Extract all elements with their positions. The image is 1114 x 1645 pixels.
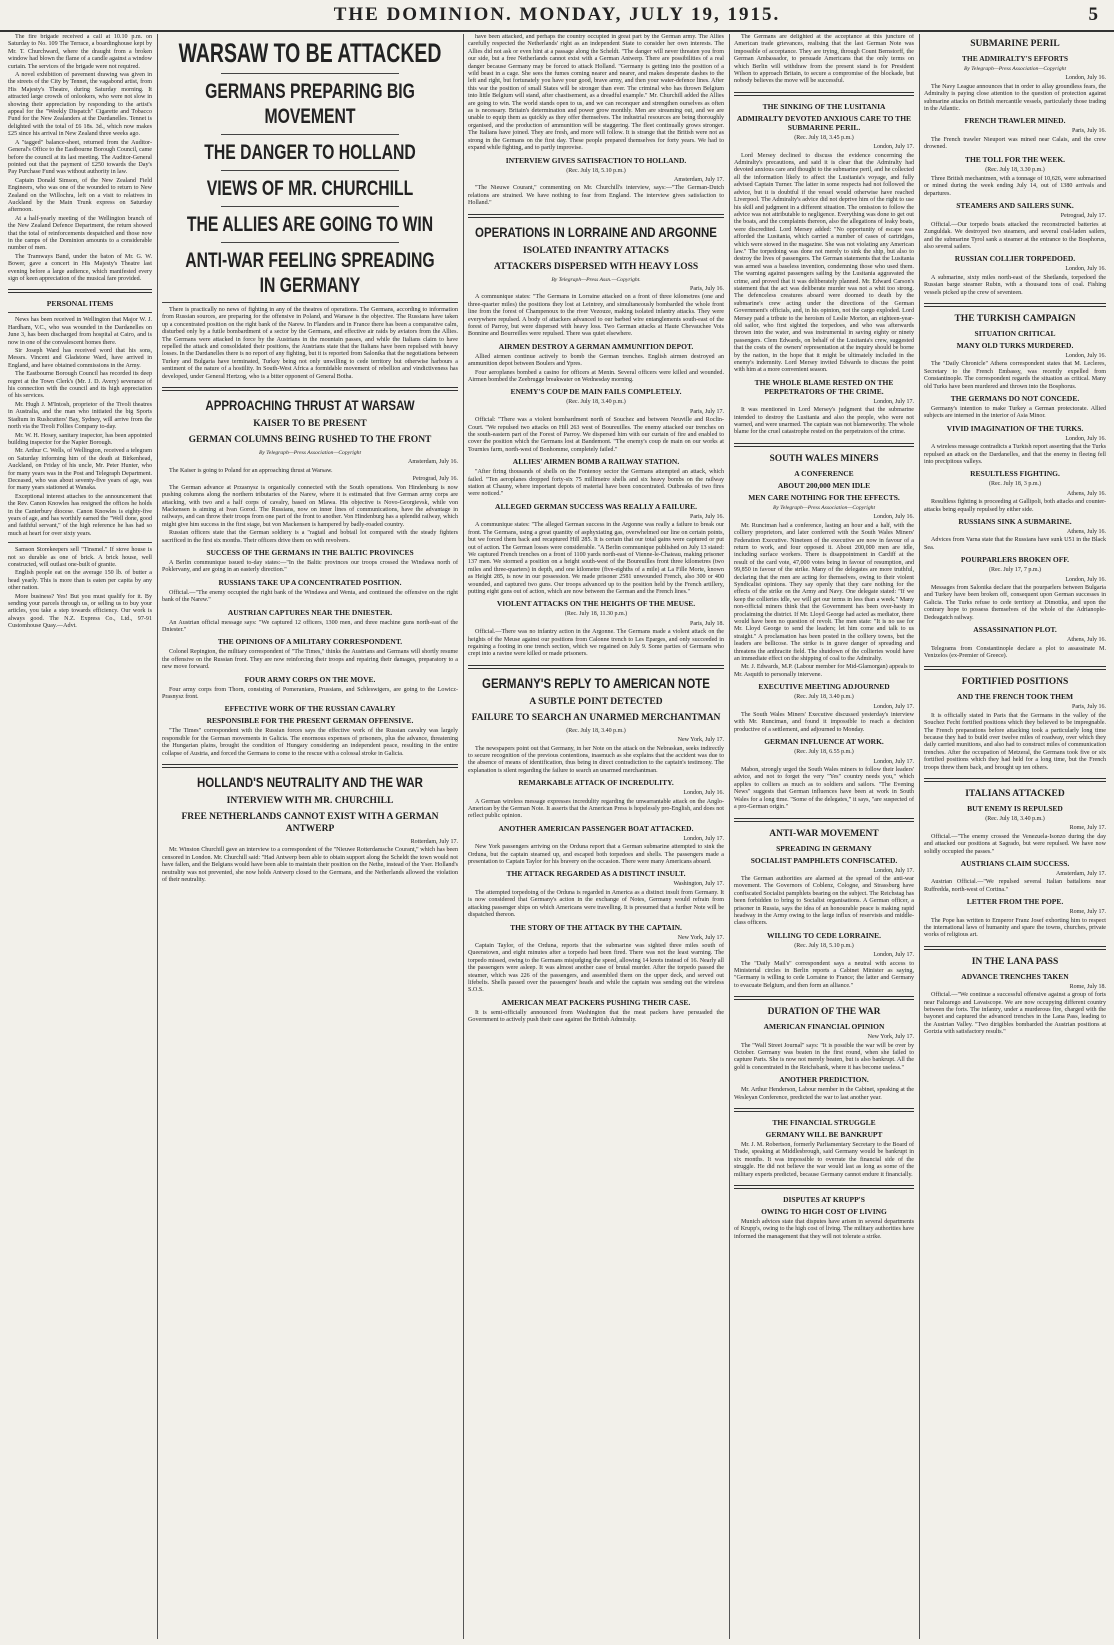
dateline: Amsterdam, July 17. [674,176,724,183]
article-paragraph: Official.—"The enemy occupied the right bank of the Windawa and Wenta, and continued the offensive on the right bank of the Narew." [162,589,458,604]
subheading: RESPONSIBLE FOR THE PRESENT GERMAN OFFENSIVE. [206,716,414,726]
article-paragraph: Captain Taylor, of the Orduna, reports that the submarine was sighted three miles south of Queenstown, and eight minutes after a torpedo had been fired. There was not the least warning. The torpedo missed, owing to the Germans misjudging the speed, allowing 14 knots instead of 16. Nearly all the passengers were asleep. It was almost another case of brutal murder. After the torpedo passed the steamer, which was 226 of the passengers, and assembled them on the upper deck, and served out lifebelts. Shells passed over the passengers' heads and while the captain was sending out the wireless S.O.S. [468,942,724,994]
dateline: New York, July 17. [677,934,724,941]
dateline: New York, July 17. [867,1034,914,1041]
subheadline: MEN CARE NOTHING FOR THE EFFECTS. [748,492,900,502]
dateline: Amsterdam, July 17. [1056,871,1106,877]
article-paragraph: A wireless message contradicts a Turkish report asserting that the Turks repulsed an attack on the Dardanelles, and that the enemy in fleeing fell into precipitous valleys. [924,444,1106,465]
article-paragraph: The "Daily Chronicle" Athens correspondent states that M. Lecleres, Secretary to the French Embassy, was recently expelled from Constantinople. The correspondent regards the situation as critical. Many old Turks have been murdered and thrown into the Bosphorus. [924,361,1106,390]
advert-text: English people eat on the average 150 lb. of butter a head yearly. This is more than is eaten per capita by any other nation. [8,570,152,592]
headline: APPROACHING THRUST AT WARSAW [205,397,415,414]
article-paragraph: Messages from Salonika declare that the pourparlers between Bulgaria and Turkey have been broken off, consequent upon German successes in Galicia. The Turks refuse to cede territory at Dimotika, and upon the contrary hope to possess themselves of the whole of the Adrianople-Dedeagatch railway. [924,585,1106,621]
received-line: (Rec. July 17, 7 p.m.) [989,567,1041,574]
subheadline: SITUATION CRITICAL [974,328,1056,338]
article-paragraph: Advices from Varna state that the Russians have sunk U51 in the Black Sea. [924,537,1106,551]
subheading: FRENCH TRAWLER MINED. [964,116,1066,126]
headline: THE SINKING OF THE LUSITANIA [762,101,886,111]
subheadline: GERMAN COLUMNS BEING RUSHED TO THE FRONT [188,435,432,446]
subheading: ASSASSINATION PLOT. [973,625,1057,635]
divider [924,778,1106,782]
divider [734,996,914,1000]
dateline: London, July 16. [683,790,724,797]
column-4 [734,34,914,1639]
subheading: FOUR ARMY CORPS ON THE MOVE. [244,674,376,684]
dateline: Rome, July 18. [1069,983,1106,990]
article-paragraph: Munich advices state that disputes have arisen in several departments of Krupp's, owing to the high cost of living. The military authorities have informed the management that they will not tolerate a strike. [734,1219,914,1240]
divider [924,946,1106,950]
headline: FORTIFIED POSITIONS [961,677,1069,688]
divider [221,73,399,74]
subheadline: SPREADING IN GERMANY [776,843,872,853]
divider [734,1185,914,1189]
divider [734,443,914,447]
subheading: THE STORY OF THE ATTACK BY THE CAPTAIN. [510,922,682,932]
subheading: REMARKABLE ATTACK OF INCREDULITY. [518,778,674,788]
article-paragraph: Official.—There was no infantry action in the Argonne. The Germans made a violent attack on the heights of the Meuse against our positions from Calonne trench to Les Eparges, and only succeeded in regaining a footing in one trench section, which we regained on July 9. Some parties of Germans who crept into a ravine were killed or made prisoners. [468,629,724,658]
article-paragraph: There is practically no news of fighting in any of the theatres of operations. The Germans, according to information from Russian sources, are preparing for the offensive in Poland, and Warsaw is the objective. The Russians have taken up a concentrated position on the right bank of the Narew. In Flanders and in France there has been a comparative calm, disturbed only by a futile bombardment of a sector by the Germans, and effective air raids by aviators from the Allies. The Germans were attacked in force by the Austrians in the mountain passes, and while the Italians claim to have repelled the attack and consolidated their positions, the Austrians state that the Italians have been repulsed with heavy losses. In the Dardanelles there is no report of any fighting, but it is reported from Salonika that the negotiations between Turkey and Bulgaria have terminated, Turkey being not only unwilling to cede territory but otherwise harbours a sentiment of the nature of a hostility. In South-West Africa a formidable movement of rebellion and vindictiveness has developed, under General Hertzog, who is a bitter opponent of General Botha. [162,307,458,380]
advert-text: More business? Yes! But you must qualify for it. By sending your parcels through us, or selling us to buy your articles, you take a step towards efficiency. Our work is always good. The N.Z. Express Co., Ltd., 97-91 Customhouse Quay.—Advt. [8,593,152,630]
headline: IN THE LANA PASS [971,956,1059,967]
divider [162,302,458,303]
subheading: ANOTHER AMERICAN PASSENGER BOAT ATTACKED. [498,823,694,833]
headline: THE ALLIES ARE GOING TO WIN [186,213,434,236]
subheading: AIRMEN DESTROY A GERMAN AMMUNITION DEPOT. [498,341,694,351]
divider [734,1108,914,1112]
subheadline: BUT ENEMY IS REPULSED [967,803,1063,813]
advert-text: Samson Storekeepers sell "Tinsmel." If stove house is not so durable as one of brick. A brick house, well constructed, will outlast one-built of granite. [8,547,152,568]
dateline: Paris, July 16. [1071,128,1106,135]
article-paragraph: "The Nieuwe Courant," commenting on Mr. Churchill's interview, says:—"The German-Dutch relations are strained. We have nothing to fear from England. The interview gives satisfaction to Holland." [468,185,724,207]
dateline: Petrograd, July 17. [1060,213,1106,220]
dateline: London, July 16. [873,514,914,521]
headline: VIEWS OF MR. CHURCHILL [206,177,414,200]
article-paragraph: Telegrams from Constantinople declare a plot to assassinate M. Venizelos (ex-Premier of Greece). [924,645,1106,659]
subheading: POURPARLERS BROKEN OFF. [960,555,1070,565]
headline: THE FINANCIAL STRUGGLE [772,1118,876,1128]
headline: SOUTH WALES MINERS [769,453,879,464]
column-rule [919,34,920,1639]
received-line: (Rec. July 18, 5.10 p.m.) [566,167,626,174]
subheadline: THE ADMIRALTY'S EFFORTS [961,54,1069,63]
article-paragraph: A German wireless message expresses incredulity regarding the unwarrantable attack on the Anglo-American by the German Note. It asserts that the American Press is hopelessly pro-English, and does not reflect public opinion. [468,798,724,820]
column-rule [729,34,730,1639]
article-paragraph: A communique states: "The Germans in Lorraine attacked on a front of three kilometres (one and three-quarter miles) the positions they lost at Leintrey, and simultaneously bombarded the whole front line from the forest of Champenoux to the river Vezouze, making isolated infantry attacks. They were everywhere repulsed. A body of attackers advanced to our barbed wire entanglements south-east of the forest of Parroy, but were dispersed with heavy loss. Two German attacks at Haute Chevauchee Vois Bonnine and Bourreilles were repulsed. There was quiet elsewhere. [468,294,724,338]
subheading: ADMIRALTY DEVOTED ANXIOUS CARE TO THE SUBMARINE PERIL. [736,113,912,132]
subheading: EFFECTIVE WORK OF THE RUSSIAN CAVALRY [224,704,396,714]
divider [924,303,1106,307]
headline: OPERATIONS IN LORRAINE AND ARGONNE [475,223,717,240]
subheading: THE TOLL FOR THE WEEK. [964,154,1066,164]
article-paragraph: It is semi-officially announced from Washington that the meat packers have persuaded the Government to actively push their case against the British Admiralty. [468,1009,724,1024]
subheading: LETTER FROM THE POPE. [966,897,1064,907]
subheading: AUSTRIAN CAPTURES NEAR THE DNIESTER. [227,607,393,617]
article-paragraph: The Germans are delighted at the acceptance at this juncture of American trade grievances, realising that the last German Note was impossible of acceptance. They are trying, through Count Bernstorff, the German Ambassador, to persuade Americans that the only terms on which Berlin will withdraw from the present stand is for President Wilson to approach Britain, to secure a compromise of the blockade, but nobody believes the move will be successful. [734,34,914,85]
article-paragraph: Exceptional interest attaches to the announcement that the Rev. Canon Knowles has resigned the offices he holds in the Canterbury diocese. Canon Knowles is eighty-five years of age, and has worthily earned the "Well done, good and faithful servant," of the high reference he has had so much at heart for over sixty years. [8,493,152,537]
dateline: London, July 16. [1065,352,1106,359]
divider [221,170,399,171]
received-line: (Rec. July 18, 3 p.m.) [989,481,1041,488]
divider [221,206,399,207]
subheading: VIOLENT ATTACKS ON THE HEIGHTS OF THE MEUSE. [496,599,696,609]
byline: By Telegraph—Press Association—Copyright [963,66,1067,72]
article-paragraph: The Navy League announces that in order to allay groundless fears, the Admiralty is paying close attention to the question of protection against submarine attacks on British mercantile vessels, particularly those trading in the Atlantic. [924,83,1106,113]
article-paragraph: The attempted torpedoing of the Orduna is regarded in America as a distinct insult from Germany. It is now considered that Germany's action in the exchange of Notes, Germany would refrain from attacking passenger ships on which Americans were travelling. It is presumed that a further Note will be dispatched thereon. [468,889,724,919]
dateline: Washington, July 17. [673,881,724,888]
headline: DISPUTES AT KRUPP'S [783,1195,865,1205]
subheadline: ABOUT 200,000 MEN IDLE [777,480,871,490]
dateline: Paris, July 16. [689,285,724,292]
headline: ANTI-WAR FEELING SPREADING IN GERMANY [185,249,435,297]
subheading: ALLIES' AIRMEN BOMB A RAILWAY STATION. [512,457,680,467]
article-paragraph: Mr. W. H. Hosey, sanitary inspector, has been appointed building inspector for the Napier Borough. [8,432,152,446]
article-paragraph: The Tramways Band, under the baton of Mr. G. W. Bower, gave a concert in His Majesty's Theatre last evening before a large audience, which manifested every sign of keen appreciation of the musical fare provided. [8,253,152,282]
article-paragraph: A "tagged" balance-sheet, returned from the Auditor-General's Office to the Eastbourne Borough Council, came before the council at its last meeting. The Auditor-General pointed out that the payment of £250 towards the Day's Pay Purchase Fund was without authority in law. [8,139,152,176]
subheadline: A SUBTLE POINT DETECTED [529,696,663,707]
divider [924,666,1106,670]
subheading: RUSSIANS SINK A SUBMARINE. [958,517,1072,527]
article-paragraph: The "Daily Mail's" correspondent says a neutral with access to Ministerial circles in Berlin reports a Cabinet Minister as saying, "Germany is willing to cede Lorraine to France; the latter and Germany to evacuate Belgium, and then form an alliance." [734,960,914,989]
received-line: (Rec. July 18, 3.40 p.m.) [794,694,854,701]
column-1 [8,34,152,1639]
dateline: London, July 17. [873,952,914,959]
dateline: Paris, July 16. [1071,704,1106,711]
article-paragraph: The Eastbourne Borough Council has recorded its deep regret at the Town Clerk's (Mr. J. D. Avery) severance of his connection with the council and its high appreciation of his services. [8,371,152,400]
divider [162,387,458,391]
dateline: London, July 16. [1065,435,1106,442]
article-paragraph: Mr. Hugh J. M'Intosh, proprietor of the Tivoli theatres in Australia, and the man who initiated the big Sports Stadium in Rushcutters' Bay, Sydney, will arrive from the north via the Tivoli Follies Company to-day. [8,401,152,431]
article-paragraph: Mr. Arthur Henderson, Labour member in the Cabinet, speaking at the Wesleyan Conference, predicted the war to last another year. [734,1087,914,1101]
article-paragraph: "The Times" correspondent with the Russian forces says the effective work of the Russian cavalry was largely responsible for the German movements in Galicia. The enormous expenses of prisoners, plus the advance, threatening the Hungarian plains, brought the condition of Hungary considering an independent peace, resulting in the entire collapse of Austria, and forced the Germans to come to the rescue with a colossal stroke in Galicia. [162,728,458,757]
article-paragraph: Mr. J. M. Robertson, formerly Parliamentary Secretary to the Board of Trade, speaking at Middlesbrough, said Germany would be bankrupt in six months. It was impossible to overrate the financial side of the struggle. He did not believe the war would last as long as some of the military experts predicted, because Germany cannot endure it financially. [734,1142,914,1178]
article-paragraph: Colonel Repington, the military correspondent of "The Times," thinks the Austrians and Germans will shortly resume the offensive on the Russian front. They are now reinforcing their troops and repairing their damages, preparatory to a new move forward. [162,649,458,671]
subheading: GERMAN INFLUENCE AT WORK. [764,737,884,747]
divider [8,312,152,313]
main-headline: WARSAW TO BE ATTACKED [178,38,442,68]
article-paragraph: Official: "There was a violent bombardment north of Souchez and between Neuville and Roclin-Court. "We repulsed two attacks on Hill 263 west of Boureuilles. The enemy attacked our trenches on the south-eastern part of the Forest of Parroy. We dispersed him with our curtain of fire and enabled to cover the position which the Germans lost at Bandemont. "The enemy's coup de main on our works at Tournies farm, north-west of Bonhomme, completely failed." [468,417,724,453]
byline: By Telegraph—Press Association—Copyright [772,504,876,511]
subheading: INTERVIEW GIVES SATISFACTION TO HOLLAND. [505,155,687,165]
dateline: Rotterdam, July 17. [410,839,458,846]
article-paragraph: It is officially stated in Paris that the Germans in the valley of the Souchez Fecht fortified positions which they believed to be impregnable. The French preparations before attacking took a particularly long time because they had to build over twelve miles of roadway, over which they daily carried munitions, and also had to construct miles of communication trenches. After the occupation of Metzeral, the Germans took five or six fortified positions which they had held for a long time, but the French troops threw them back, and brought up ten others. [924,712,1106,771]
divider [734,818,914,822]
subheadline: A CONFERENCE [794,468,854,478]
subheadline: ATTACKERS DISPERSED WITH HEAVY LOSS [493,261,699,272]
dateline: Athens, July 16. [1067,529,1106,536]
headline: THE DANGER TO HOLLAND [204,141,416,164]
subheadline: MANY OLD TURKS MURDERED. [956,340,1074,350]
subheadline: AMERICAN FINANCIAL OPINION [763,1022,885,1032]
subheadline: KAISER TO BE PRESENT [253,419,367,430]
divider [8,542,152,543]
article-paragraph: The South Wales Miners' Executive discussed yesterday's interview with Mr. Runciman, and found it impossible to reach a decision productive of a settlement, and adjourned to Monday. [734,712,914,733]
article-paragraph: It was mentioned in Lord Mersey's judgment that the submarine intended to destroy the Lusitania and also the people, who were not warned, and were unarmed. The captain was not blameworthy. The whole blame for the cruel catastrophe rested on the perpetrators of the crime. [734,407,914,436]
subheading: ANOTHER PREDICTION. [779,1075,869,1085]
article-paragraph: Mr. Winston Churchill gave an interview to a correspondent of the "Nieuwe Rotterdamsche Courant," which has been censored in London. Mr. Churchill said: "Had Antwerp been able to obtain support along the Scheldt the town would not have fallen, and the Belgians would have been able to maintain their position on the Nethe, instead of the Yser. Holland's neutrality was not prevented, she now holds Antwerp closed to the Germans, and the Netherlands allowed the violation of their neutrality. [162,847,458,884]
divider [162,764,458,768]
divider [468,214,724,218]
headline: ANTI-WAR MOVEMENT [769,828,879,839]
subheadline: INTERVIEW WITH MR. CHURCHILL [226,796,394,807]
subheading: ALLEGED GERMAN SUCCESS WAS REALLY A FAILURE. [495,501,697,511]
column-rule [157,34,158,1639]
dateline: London, July 16. [1065,75,1106,82]
article-paragraph: A communique states: "The alleged German success in the Argonne was really a failure to break our front. The Germans, using a great quantity of asphyxiating gas, overwhelmed our line on certain points, but we forced them back and recaptured Hill 285. It is certain that our total gains were captured or put out of action. The German losses were considerable. "A Berlin communique published on July 13 stated: We captured French trenches on a front of 1100 yards north-east of Vienne-le-Chateau, making prisoner 137 men. We stormed a position on a height south-west of the Boureuilles front three kilometres (two miles and three-quarters) in depth, and one kilometre (five-eighths of a mile) at La Fille Morte, known as Height 285, is now in our possession. We made prisoner 2581 unwounded French, also 300 or 400 wounded, and captured two guns. Our troops advanced up to the position held by the French artillery, putting eight guns out of action, which are now between the German and the French lines." [468,522,724,595]
dateline: Paris, July 17. [689,408,724,415]
dateline: London, July 17. [873,867,914,874]
dateline: London, July 16. [1065,576,1106,583]
subheading: THE ATTACK REGARDED AS A DISTINCT INSULT. [506,869,686,879]
dateline: New York, July 17. [677,737,724,744]
received-line: (Rec. July 18, 3.45 p.m.) [794,134,854,141]
headline: GERMANY'S REPLY TO AMERICAN NOTE [482,674,710,691]
article-paragraph: At a half-yearly meeting of the Wellington branch of the New Zealand Defence Department, the return showed that the total of reinforcements despatched and those now in the camps of the Dominion amounts to a considerable number of men. [8,215,152,252]
article-paragraph: Lord Mersey declined to discuss the evidence concerning the Admiralty's precautions, and said it is clear that the Admiralty had devoted anxious care and thought to the submarine peril, and he collected all the information likely to affect the Lusitania's voyage, and fully advised Captain Turner. The latter in some respects had not followed the advice, but it is doubtful if the vessel would otherwise have reached Liverpool. The Admiralty's advice did not deprive him of the right to use his skill and judgment in a different situation. The omission to follow the advice was not attributable to negligence. Everything was done to get out the boats, and the complaints thereon, also the allegations of leaky boats, were discredited. Lord Mersey added: "No opportunity of escape was afforded the Lusitania, which carried a number of cases of cartridges, which were stowed in the magazine. She was not violating any American law." The torpedoing was done not merely to sink the ship, but also to destroy the lives of passengers. The German statements that the Lusitania was armed was a baseless invention, condemning those who used them. The warning against passengers sailing by the Lusitania aggravated the crime, and proved that it was deliberately planned. Mr. Edward Carson's statement that the act was deliberate murder was not a whit too strong. The defenceless creatures aboard were doomed to death by the submarine's crew acting under the directions of the German Government's officials, and, in his opinion, not the cargo exploded. Lord Mersey paid a tribute to the heroism of Leslie Morton, an eighteen-year-old sailor, who first sighted the torpedoes, and who was afterwards thrown into the water, and was instrumental in saving eighty or ninety passengers. Clem Edwards, on behalf of the Lusitania's crew, suggested that the costs of the owners' representation at the inquiry should be borne by the nation, in the hope that it might be ultimately included in the enemy's indemnity. Lord Mersey invited Edwards to discuss the point with him at a more convenient season. [734,152,914,374]
article-paragraph: New York passengers arriving on the Orduna report that a German submarine attempted to sink the Orduna, but the captain steamed up, and escaped both torpedoes and shells. The passengers made a presentation to Captain Taylor for his bravery on the occasion. There were many Americans aboard. [468,844,724,866]
subheading: WILLING TO CEDE LORRAINE. [767,930,881,940]
dateline: Paris, July 16. [689,513,724,520]
subheading: AUSTRIANS CLAIM SUCCESS. [960,859,1070,868]
article-paragraph: The Pope has written to Emperor Franz Josef exhorting him to respect the international laws of humanity and spare the towns, churches, private works of religious art. [924,917,1106,939]
dateline: Rome, July 17. [1069,909,1106,916]
subheadline: GERMANY WILL BE BANKRUPT [765,1130,883,1140]
article-paragraph: The "Wall Street Journal" says: "It is possible the war will be over by October. Germany was beaten in the first round, when she failed to capture Paris. She is now not merely beaten, but is also bankrupt. All the gold is concentrated in the Reichsbank, where it has become useless." [734,1042,914,1071]
subheading: AMERICAN MEAT PACKERS PUSHING THEIR CASE. [501,997,691,1007]
article-paragraph: Four aeroplanes bombed a casino for officers at Menin. Several officers were killed and wounded. Airmen bombed the Zeebrugge breakwater on Wednesday morning. [468,369,724,383]
subheadline: FREE NETHERLANDS CANNOT EXIST WITH A GERMAN ANTWERP [181,812,439,835]
received-line: (Rec. July 18, 11.30 p.m.) [564,611,628,618]
subheadline: FAILURE TO SEARCH AN UNARMED MERCHANTMAN [471,712,721,723]
article-paragraph: Sir Joseph Ward has received word that his sons, Messrs. Vincent and Gladstone Ward, have arrived in England, and have obtained commissions in the Army. [8,348,152,369]
received-line: (Rec. July 18, 3.40 p.m.) [566,727,626,734]
article-paragraph: A submarine, sixty miles north-east of the Shetlands, torpedoed the Russian barge steamer Rubin, with a thousand tons of coal. Fishing vessels picked up the crew of seventeen. [924,274,1106,296]
divider [468,665,724,669]
byline: By Telegraph—Press Association—Copyright [258,450,362,457]
headline: GERMANS PREPARING BIG MOVEMENT [205,80,415,128]
article-paragraph: "After firing thousands of shells on the Fontenoy sector the Germans attempted an attack, which failed. "Ten aeroplanes dropped forty-six 75 millimetre shells and six heavy bombs on the railway station at Chauny, where important depots of material have been concentrated. Outbreaks of two fires were noticed." [468,469,724,498]
dateline: Paris, July 18. [689,620,724,627]
subheading: RUSSIAN COLLIER TORPEDOED. [954,254,1076,264]
article-paragraph: A novel exhibition of pavement drawing was given in the streets of the City by Tennet, the vagabond artist, from His Majesty's Theatre, during Saturday morning. It attracted large crowds of onlookers, who were not slow in showing their appreciation by responding to the artist's appeal for the "Weekly Dispatch" Cigarette and Tobacco Fund for the New Zealanders at the Dardanelles. Tennet is delighted with the total of £6 18s. 3d., which now makes £25 since his arrival in New Zealand three weeks ago. [8,72,152,138]
masthead [0,0,1114,32]
dateline: Amsterdam, July 16. [408,459,458,466]
received-line: (Rec. July 18, 3.30 p.m.) [985,166,1045,173]
article-paragraph: The newspapers point out that Germany, in her Note on the attack on the Nebraskan, seeks indirectly to secure recognition of the previous contentions, inasmuch as she explains that the accident was due to the absence of means of identification, thus being in direct contradiction to the captain's testimony. The explanation is silent regarding the failure to search an unarmed merchantman. [468,745,724,774]
dateline: London, July 17. [873,398,914,405]
received-line: (Rec. July 18, 5.10 p.m.) [794,942,854,949]
article-paragraph: Four army corps from Thorn, consisting of Pomeranians, Prussians, and Schleswigers, are going to the Lowicz-Prasnysz front. [162,686,458,700]
column-5 [924,34,1106,1639]
page-number: 5 [1088,4,1098,25]
subheading: THE GERMANS DO NOT CONCEDE. [950,393,1080,403]
subheading: THE OPINIONS OF A MILITARY CORRESPONDENT. [217,637,403,647]
subheading: VIVID IMAGINATION OF THE TURKS. [946,423,1084,433]
article-paragraph: Russian officers state that the German soldiery is a "ragtail and bobtail lot compared with the steady fighters sacrificed in the first six months. Their officers drive them on with revolvers. [162,530,458,544]
article-paragraph: Mr. Arthur C. Wells, of Wellington, received a telegram on Saturday informing him of the death at Birkenhead, Auckland, on Friday of his uncle, Mr. Peter Hunter, who for many years was in the Post and Telegraph Department. Deceased, who was about seventy-five years of age, was for many years stationed at Wanaka. [8,448,152,492]
headline: DURATION OF THE WAR [767,1007,881,1018]
dateline: London, July 16. [1065,266,1106,273]
subheadline: ISOLATED INFANTRY ATTACKS [523,245,669,256]
article-paragraph: Captain Donald Simson, of the New Zealand Field Engineers, who was one of the wounded to return to New Zealand on the Willochra, left on a visit to relatives in Auckland by the Main Trunk express on Saturday afternoon. [8,177,152,214]
received-line: (Rec. July 18, 6.55 p.m.) [794,749,854,756]
dateline: Rome, July 17. [1069,825,1106,832]
article-paragraph: An Austrian official message says: "We captured 12 officers, 1300 men, and three machine guns north-east of the Dniester." [162,619,458,633]
article-paragraph: Resultless fighting is proceeding at Gallipoli, both attacks and counter-attacks being equally repulsed by either side. [924,499,1106,513]
dateline: Athens, July 16. [1067,490,1106,497]
article-paragraph: Three British mechantmen, with a tonnage of 10,626, were submarined or mined during the week ending July 14, out of 1380 arrivals and departures. [924,176,1106,197]
article-paragraph: Official.—"We continue a successful offensive against a group of forts near Falzarego and Lavaiscope. We are now occupying different country between the forts. The infantry, under a murderous fire, charged with the bayonet and captured the advanced trenches in the Lana Pass, leading to the Austrian Valley. "Two dirigibles bombarded the Austrian positions at Gorizia with satisfactory results." [924,992,1106,1036]
article-paragraph: Official.—"The enemy crossed the Venezuela-Isonzo during the day and attacked our positions at Sagrado, but were repulsed. We have now solidly occupied the passes." [924,833,1106,855]
subheading: RUSSIANS TAKE UP A CONCENTRATED POSITION. [218,577,402,587]
subheading: SUCCESS OF THE GERMANS IN THE BALTIC PROVINCES [206,547,414,557]
article-paragraph: Germany's intention to make Turkey a German protectorate. Allied subjects are interned in the interior of Asia Minor. [924,405,1106,420]
column-rule [463,34,464,1639]
article-paragraph: have been attacked, and perhaps the country occupied in great part by the German army. The Allies carefully respected the Netherlands' right as an independent State to consider her own interests. The Allies did not ask or even hint at a passage along the Scheldt. "The danger will never threaten you from our side, but a free Netherlands cannot exist with a German Antwerp. There are possibilities of a real danger because Germany may be forced to attack Holland. "Germany is getting into the position of a wild beast in a cage. She sees the fumes coming nearer and nearer, and makes desperate dashes to the left and right, but fortunately you have your good, brave army, and then your water-defence lines. After this war the position of small States will be stronger than ever. The criminal who has thrown Belgium into little Belgium will stand, after chastisement, as a dreadful example." Mr. Churchill added the Allies are going to win. The world stands open to us, and we can reconquer and strengthen ourselves as often as is necessary. Britain's determination and power grow monthly. Men are streaming out, and we are unable to equip them as quickly as they offer themselves. The industrial resources are being thoroughly organised, and the production of ammunition will be staggering. The fleet continually grows stronger. The Italians have joined. They are fresh, and more will follow. It is strange that the British were not as strong in the Germans on the first day. These people prepared themselves for forty years. We had to expand while fighting, and to partly improvise. [468,34,724,152]
subheadline: OWING TO HIGH COST OF LIVING [761,1207,887,1217]
subheading: STEAMERS AND SAILERS SUNK. [956,201,1074,211]
article-paragraph: The Kaiser is going to Poland for an approaching thrust at Warsaw. [169,467,333,474]
divider [8,289,152,293]
section-heading: PERSONAL ITEMS [46,299,114,309]
column-3 [468,34,724,1639]
newspaper-title: THE DOMINION. MONDAY, JULY 19, 1915. [333,4,781,25]
dateline: London, July 17. [873,758,914,765]
article-paragraph: Mr. J. Edwards, M.P. (Labour member for Mid-Glamorgan) appeals to Mr. Asquith to personally intervene. [734,664,914,678]
article-paragraph: The French trawler Nieuport was mined near Calais, and the crew drowned. [924,136,1106,151]
dateline: London, July 17. [873,144,914,151]
article-paragraph: The fire brigade received a call at 10.10 p.m. on Saturday to No. 109 The Terrace, a boardinghouse kept by Mr. T. Churchward, where the draught from a broken window had blown the flame of a candle against a window curtain. The services of the brigade were not required. [8,34,152,70]
divider [221,242,399,243]
subheadline: SOCIALIST PAMPHLETS CONFISCATED. [750,855,898,865]
divider [221,134,399,135]
subheadline: ADVANCE TRENCHES TAKEN [961,971,1069,981]
article-paragraph: A Berlin communique issued to-day states:—"In the Baltic provinces our troops crossed the Windawa north of Poklervany, and are going in an easterly direction." [162,559,458,574]
subheading: ENEMY'S COUP DE MAIN FAILS COMPLETELY. [510,387,682,397]
byline: By Telegraph—Press Assn.—Copyright. [551,276,641,283]
article-paragraph: The German advance at Przasnysz is organically connected with the South operations. Von Hindenburg is now pushing columns along the northern tributaries of the Narew, where it is estimated that five German army corps are attacking, with two and a half corps of cavalry, based on Mlawa. His objective is Novo-Georgievsk, while von Mackensen is aiming at Ivan Gorod. The Russians, now on inner lines of communications, have the advantage in railways, and can throw their troops from one part of the front to another. Von Hindenburg has a splendid railway, which might give him success in the first stage, but von Mackensen is hampered by badly-roaded country. [162,484,458,528]
article-paragraph: Austrian Official.—"We repulsed several Italian battalions near Ruffredda, north-west of Cortina." [924,879,1106,893]
article-paragraph: Official.—Our torpedo boats attacked the reconstructed batteries at Zunguldak. We destroyed two steamers, and several coal-laden sailers, and the submarine Tyrol sank a steamer at the entrance to the Bosphorus, also several sailers. [924,221,1106,250]
article-paragraph: News has been received in Wellington that Major W. J. Hardham, V.C., who was wounded in the Dardanelles on June 3, has been discharged from hospital at Cairo, and is now in one of the convalescent homes there. [8,317,152,346]
headline: HOLLAND'S NEUTRALITY AND THE WAR [197,774,423,791]
divider [734,92,914,96]
subheading: RESULTLESS FIGHTING. [970,469,1060,479]
article-paragraph: The German authorities are alarmed at the spread of the anti-war movement. The Governors of Coblenz, Cologne, and Strassburg have confiscated Socialist pamphlets bearing on the subject. The Reichstag has been forbidden to bring to Socialist organisations. A German officer, a prisoner in Russia, says the idea of an honourable peace is making rapid headway in the Army owing to the large influx of reservists and middle-class officers. [734,875,914,927]
column-2 [162,34,458,1639]
subheadline: AND THE FRENCH TOOK THEM [956,692,1074,702]
dateline: London, July 17. [683,835,724,842]
dateline: Athens, July 16. [1067,637,1106,644]
received-line: (Rec. July 18, 3.40 p.m.) [566,399,626,406]
article-paragraph: Allied airmen continue actively to bomb the German trenches. English airmen destroyed an ammunition depot between Boulers and Ypres. [468,353,724,368]
article-paragraph: Mr. Runciman had a conference, lasting an hour and a half, with the colliery proprietors, and later conferred with the South Wales Miners' Federation Executive. Nineteen of the executive are now in favour of a return to work, and four opposed it. About 200,000 men are idle, including surface workers. There is disappointment in Cardiff at the result of the card vote, 47,000 votes being in favour of resumption, and 99,850 in favour of the strike. Many of the delegates are more truthful, declaring that the men are acting for themselves, owing to their violent Syndicalist opinions. They say openly that they care nothing for the effects of the strike on the Army and Navy. One delegate stated: "If we keep the collieries idle, we will get our terms in less than a week." Many non-official miners think that the Government has been over-hasty in proclaiming the district. If Mr. Lloyd George had acted as mediator, there would have been no question of revolt. The men state: "It is no use for Mr. Lloyd George to send the leaders; let him come and talk to us straight." A proclamation has been posted in the colliery towns, but the leaders are bellicose. The strike is in grave danger of spreading and threatens the anthracite field. The shutdown of the collieries would have an immediate effect on the shipping of coal to the Admiralty. [734,522,914,662]
headline: ITALIANS ATTACKED [965,788,1065,799]
subheading: THE WHOLE BLAME RESTED ON THE PERPETRATORS OF THE CRIME. [754,377,894,396]
subheading: EXECUTIVE MEETING ADJOURNED [758,682,890,692]
headline: SUBMARINE PERIL [970,39,1060,49]
dateline: London, July 17. [873,703,914,710]
article-paragraph: Mabon, strongly urged the South Wales miners to follow their leaders' advice, and not to forget the very "Yes" country needs you," which applies to colliers as much as to soldiers and sailors. "The Evening News" suggests that German influences have been at work in South Wales for a long time. "Some of the delegates," it says, "are suspected of a pro-German origin." [734,767,914,811]
received-line: (Rec. July 18, 3.40 p.m.) [985,815,1045,822]
dateline: Petrograd, July 16. [412,476,458,483]
headline: THE TURKISH CAMPAIGN [954,313,1076,324]
